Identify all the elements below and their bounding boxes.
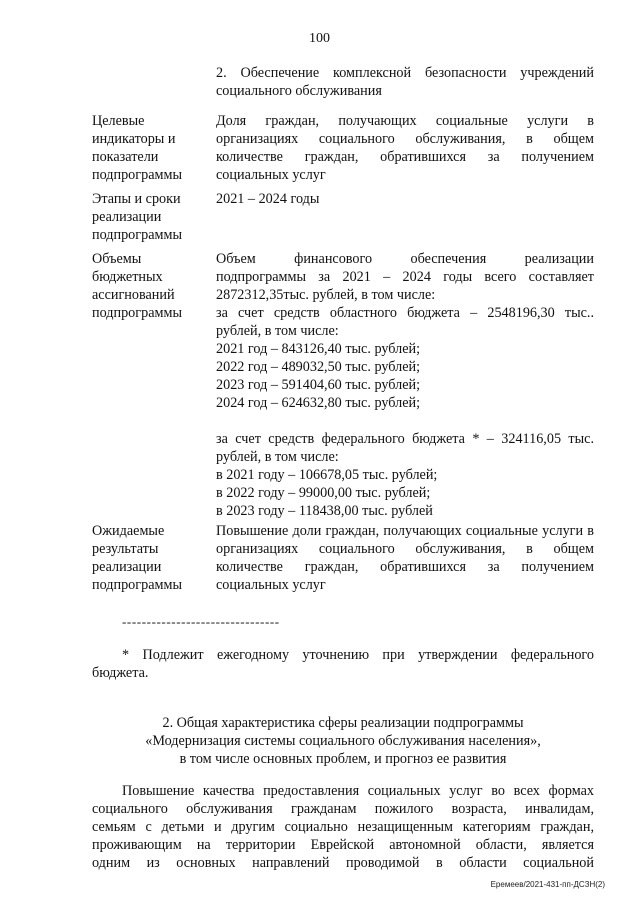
budget-line-2021: 2021 год – 843126,40 тыс. рублей; [216,341,421,357]
row-label-target-indicators [92,112,207,184]
federal-budget-line: рублей, в том числе: [216,449,339,465]
budget-line-2023: 2023 год – 591404,60 тыс. рублей; [216,377,421,393]
label-line: ассигнований [92,287,175,303]
label-line: показатели [92,149,159,165]
federal-line-2022: в 2022 году – 99000,00 тыс. рублей; [216,485,431,501]
row-label-budget [92,250,207,322]
section-title-line: 2. Общая характеристика сферы реализации подпрограммы [162,715,524,731]
label-line: результаты [92,541,159,557]
federal-line-2023: в 2023 году – 118438,00 тыс. рублей [216,503,433,519]
budget-line: рублей, в том числе: [216,323,339,339]
row-value-expected-results: Повышение доли граждан, получающих социальные услуги в организациях социального обслуживания, в общем количестве граждан, обратившихся за получением социальных услуг [216,523,594,593]
page-number: 100 [309,31,330,46]
body-line: проживающим на территории Еврейской автономной области, является [92,837,594,853]
body-line: социального обслуживания гражданам пожилого возраста, инвалидам, [92,801,594,817]
label-line: индикаторы и [92,131,176,147]
body-line: одним из основных направлений проводимой в области социальной [92,855,594,871]
section-title-line: в том числе основных проблем, и прогноз ее развития [179,751,507,767]
label-line: Этапы и сроки [92,191,181,207]
label-line: Целевые [92,113,145,129]
label-line: подпрограммы [92,167,182,183]
budget-line-2024: 2024 год – 624632,80 тыс. рублей; [216,395,421,411]
row-value-budget [216,250,594,520]
label-line: подпрограммы [92,305,182,321]
section-title-line: «Модернизация системы социального обслуживания населения», [145,733,541,749]
budget-line: подпрограммы за 2021 – 2024 годы всего составляет [216,269,594,285]
label-line: реализации [92,559,162,575]
body-paragraph [92,782,594,872]
section-title [92,714,594,768]
row-value-stages: 2021 – 2024 годы [216,191,320,207]
federal-line-2021: в 2021 году – 106678,05 тыс. рублей; [216,467,438,483]
subprogram-passport-heading: 2. Обеспечение комплексной безопасности учреждений социального обслуживания [216,65,594,99]
label-line: Ожидаемые [92,523,165,539]
federal-budget-line: за счет средств федерального бюджета * – 324116,05 тыс. [216,431,594,447]
footnote-separator: -------------------------------- [122,614,280,629]
footnote: * Подлежит ежегодному уточнению при утверждении федерального бюджета. [92,647,594,681]
row-label-stages [92,190,207,244]
row-value-target-indicators: Доля граждан, получающих социальные услуги в организациях социального обслуживания, в общем количестве граждан, обратившихся за получением социальных услуг [216,113,594,183]
label-line: реализации [92,209,162,225]
label-line: подпрограммы [92,577,182,593]
label-line: подпрограммы [92,227,182,243]
blank-line [216,412,594,430]
budget-line: Объем финансового обеспечения реализации [216,251,594,267]
budget-line: за счет средств областного бюджета – 2548196,30 тыс.. [216,305,594,321]
budget-line: 2872312,35тыс. рублей, в том числе: [216,287,436,303]
body-line: Повышение качества предоставления социальных услуг во всех формах [122,783,594,799]
budget-line-2022: 2022 год – 489032,50 тыс. рублей; [216,359,421,375]
label-line: Объемы [92,251,142,267]
label-line: бюджетных [92,269,163,285]
document-code: Еремеев/2021-431-пп-ДСЗН(2) [490,880,605,889]
body-line: семьям с детьми и другим социально незащищенным категориям граждан, [92,819,594,835]
row-label-expected-results [92,522,207,594]
